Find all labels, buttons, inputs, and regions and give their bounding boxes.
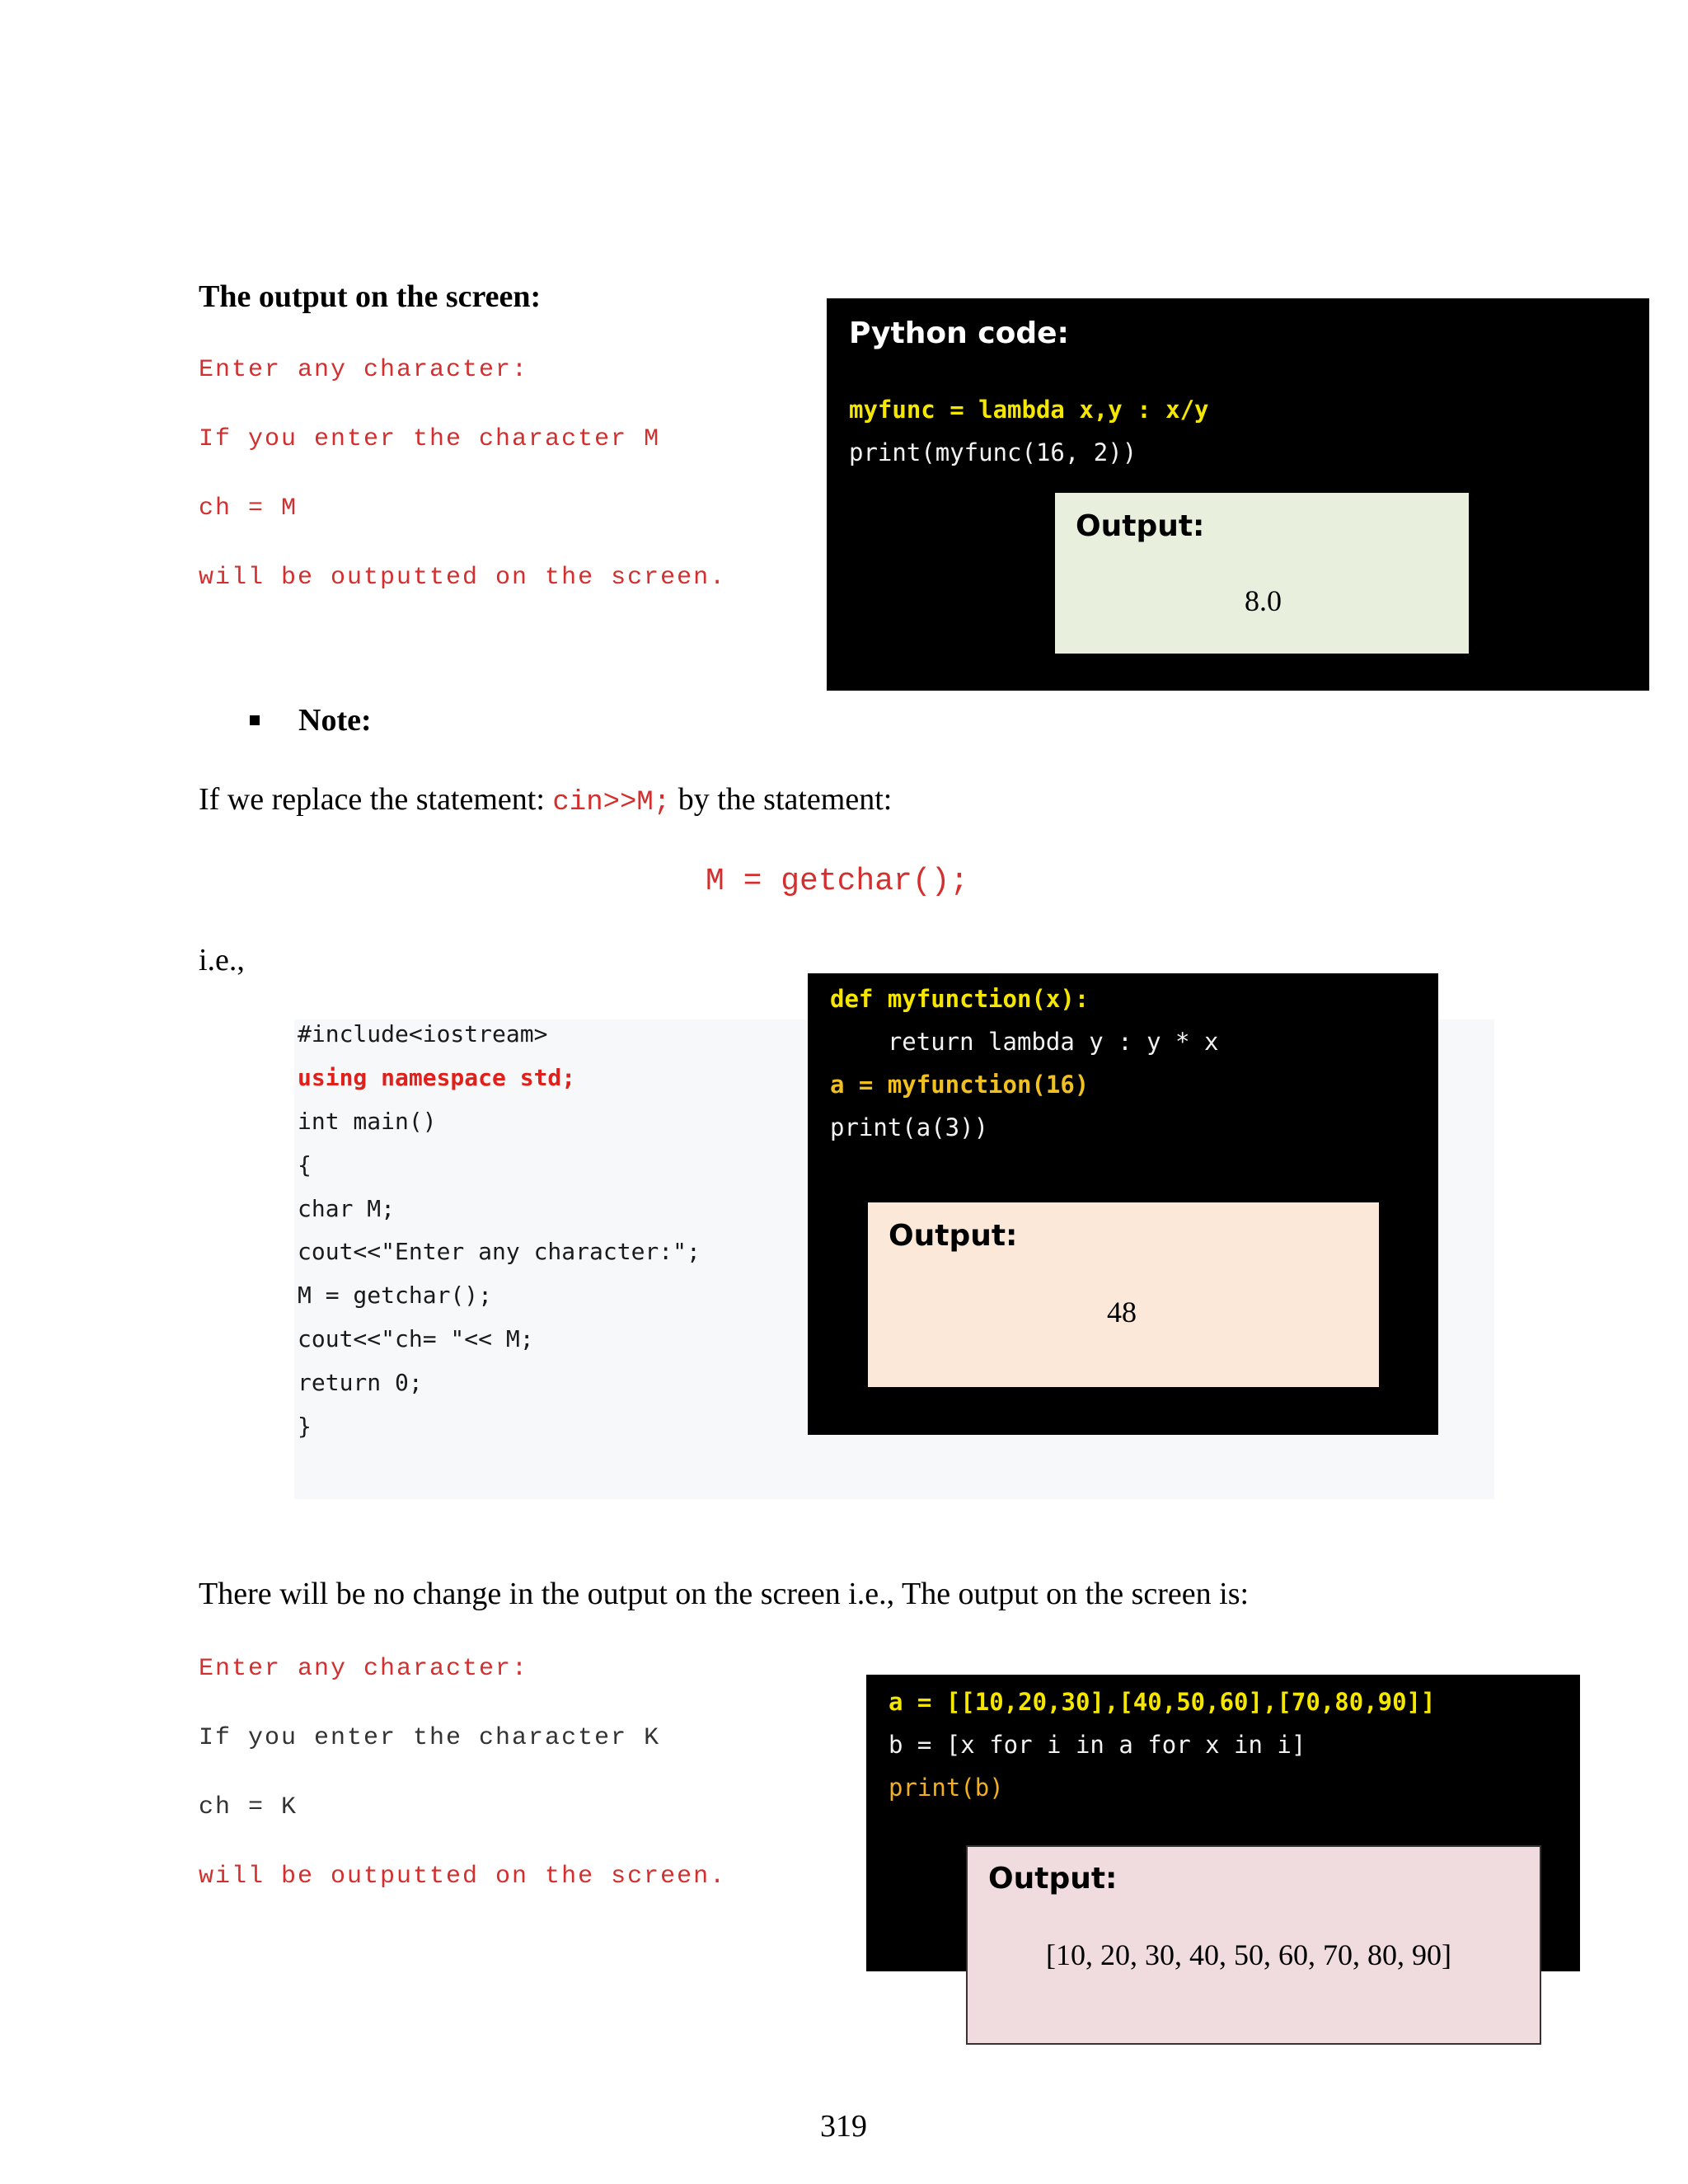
output-line: ch = M	[199, 494, 298, 523]
panel-title: Python code:	[849, 316, 1069, 350]
cpp-code-line: return 0;	[298, 1369, 423, 1396]
output-line: will be outputted on the screen.	[199, 564, 727, 592]
code-line: b = [x for i in a for x in i]	[889, 1731, 1306, 1759]
cpp-code-line: using namespace std;	[298, 1064, 576, 1091]
page-number: 319	[820, 2109, 867, 2144]
output-line: If you enter the character M	[199, 425, 661, 453]
note-label: Note:	[298, 703, 372, 738]
replacement-statement: M = getchar();	[706, 864, 969, 899]
output-box	[966, 1845, 1541, 2045]
output-line: Enter any character:	[199, 1655, 529, 1683]
cpp-code-line: M = getchar();	[298, 1282, 493, 1309]
code-line: def myfunction(x):	[830, 985, 1090, 1013]
note-sentence: If we replace the statement: cin>>M; by the statement:	[199, 782, 893, 818]
output-value: 48	[1107, 1296, 1137, 1329]
conclusion-sentence: There will be no change in the output on the screen i.e., The output on the screen is:	[199, 1577, 1250, 1611]
output-label: Output:	[889, 1219, 1018, 1253]
cpp-code-line: }	[298, 1413, 312, 1440]
code-line: a = myfunction(16)	[830, 1071, 1090, 1099]
code-line: a = [[10,20,30],[40,50,60],[70,80,90]]	[889, 1688, 1436, 1716]
cpp-code-line: cout<<"ch= "<< M;	[298, 1325, 534, 1352]
python-code-panel	[808, 973, 1438, 1435]
output-box	[1055, 493, 1469, 654]
code-line: return lambda y : y * x	[830, 1028, 1219, 1056]
output-line: Enter any character:	[199, 356, 529, 384]
inline-code: cin>>M;	[552, 787, 671, 818]
cpp-code-line: #include<iostream>	[298, 1020, 548, 1047]
cpp-code-line: char M;	[298, 1195, 396, 1222]
ie-text: i.e.,	[199, 943, 245, 977]
code-line: myfunc = lambda x,y : x/y	[849, 396, 1209, 424]
section-heading: The output on the screen:	[199, 279, 542, 314]
output-line: will be outputted on the screen.	[199, 1863, 727, 1891]
cpp-code-line: {	[298, 1151, 312, 1179]
python-code-panel	[827, 298, 1649, 691]
output-label: Output:	[988, 1862, 1118, 1896]
code-line: print(b)	[889, 1774, 1004, 1802]
code-line: print(a(3))	[830, 1113, 989, 1141]
cpp-code-line: cout<<"Enter any character:";	[298, 1238, 701, 1265]
output-label: Output:	[1076, 509, 1205, 543]
output-value: 8.0	[1245, 584, 1282, 617]
output-box	[868, 1202, 1379, 1387]
code-line: print(myfunc(16, 2))	[849, 438, 1137, 466]
bullet-icon	[250, 715, 260, 725]
output-value: [10, 20, 30, 40, 50, 60, 70, 80, 90]	[1046, 1938, 1451, 1971]
output-line: ch = K	[199, 1793, 298, 1821]
output-line: If you enter the character K	[199, 1724, 661, 1752]
cpp-code-line: int main()	[298, 1108, 437, 1135]
